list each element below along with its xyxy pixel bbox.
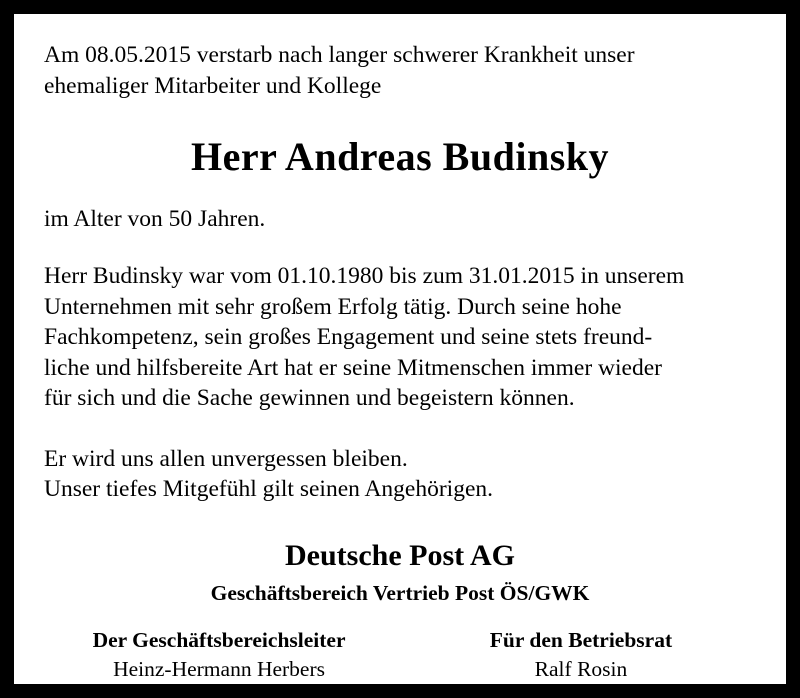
signatory-role: Der Geschäftsbereichsleiter [92,627,346,652]
intro-line-1: Am 08.05.2015 verstarb nach langer schwerer Krankheit unser [44,42,635,68]
obituary-card [14,14,786,684]
tribute-line-2: Unternehmen mit sehr großem Erfolg tätig. Durch seine hohe [44,293,622,320]
company-division: Geschäftsbereich Vertrieb Post ÖS/GWK [210,580,590,605]
closing-paragraph [44,444,756,505]
signatory-block [52,628,386,682]
signatory-block [414,628,748,682]
tribute-line-5: für sich und die Sache gewinnen und begeistern können. [44,385,575,412]
age-line: im Alter von 50 Jahren. [44,206,266,233]
signatory-name: Ralf Rosin [534,656,628,681]
signatory-role: Für den Betriebsrat [489,627,673,652]
intro-line-2: ehemaliger Mitarbeiter und Kollege [44,72,382,99]
deceased-name: Herr Andreas Budinsky [190,134,610,180]
closing-line-1: Er wird uns allen unvergessen bleiben. [44,445,408,472]
tribute-line-4: liche und hilfsbereite Art hat er seine Mitmenschen immer wieder [44,354,662,381]
company-name: Deutsche Post AG [285,538,515,572]
tribute-paragraph [44,261,756,414]
intro-paragraph [44,40,756,101]
signatories [44,628,756,682]
tribute-line-3: Fachkompetenz, sein großes Engagement und seine stets freund- [44,324,653,351]
signatory-name: Heinz-Hermann Herbers [113,656,325,681]
tribute-line-1: Herr Budinsky war vom 01.10.1980 bis zum 31.01.2015 in unserem [44,263,685,290]
closing-line-2: Unser tiefes Mitgefühl gilt seinen Angehörigen. [44,476,494,503]
